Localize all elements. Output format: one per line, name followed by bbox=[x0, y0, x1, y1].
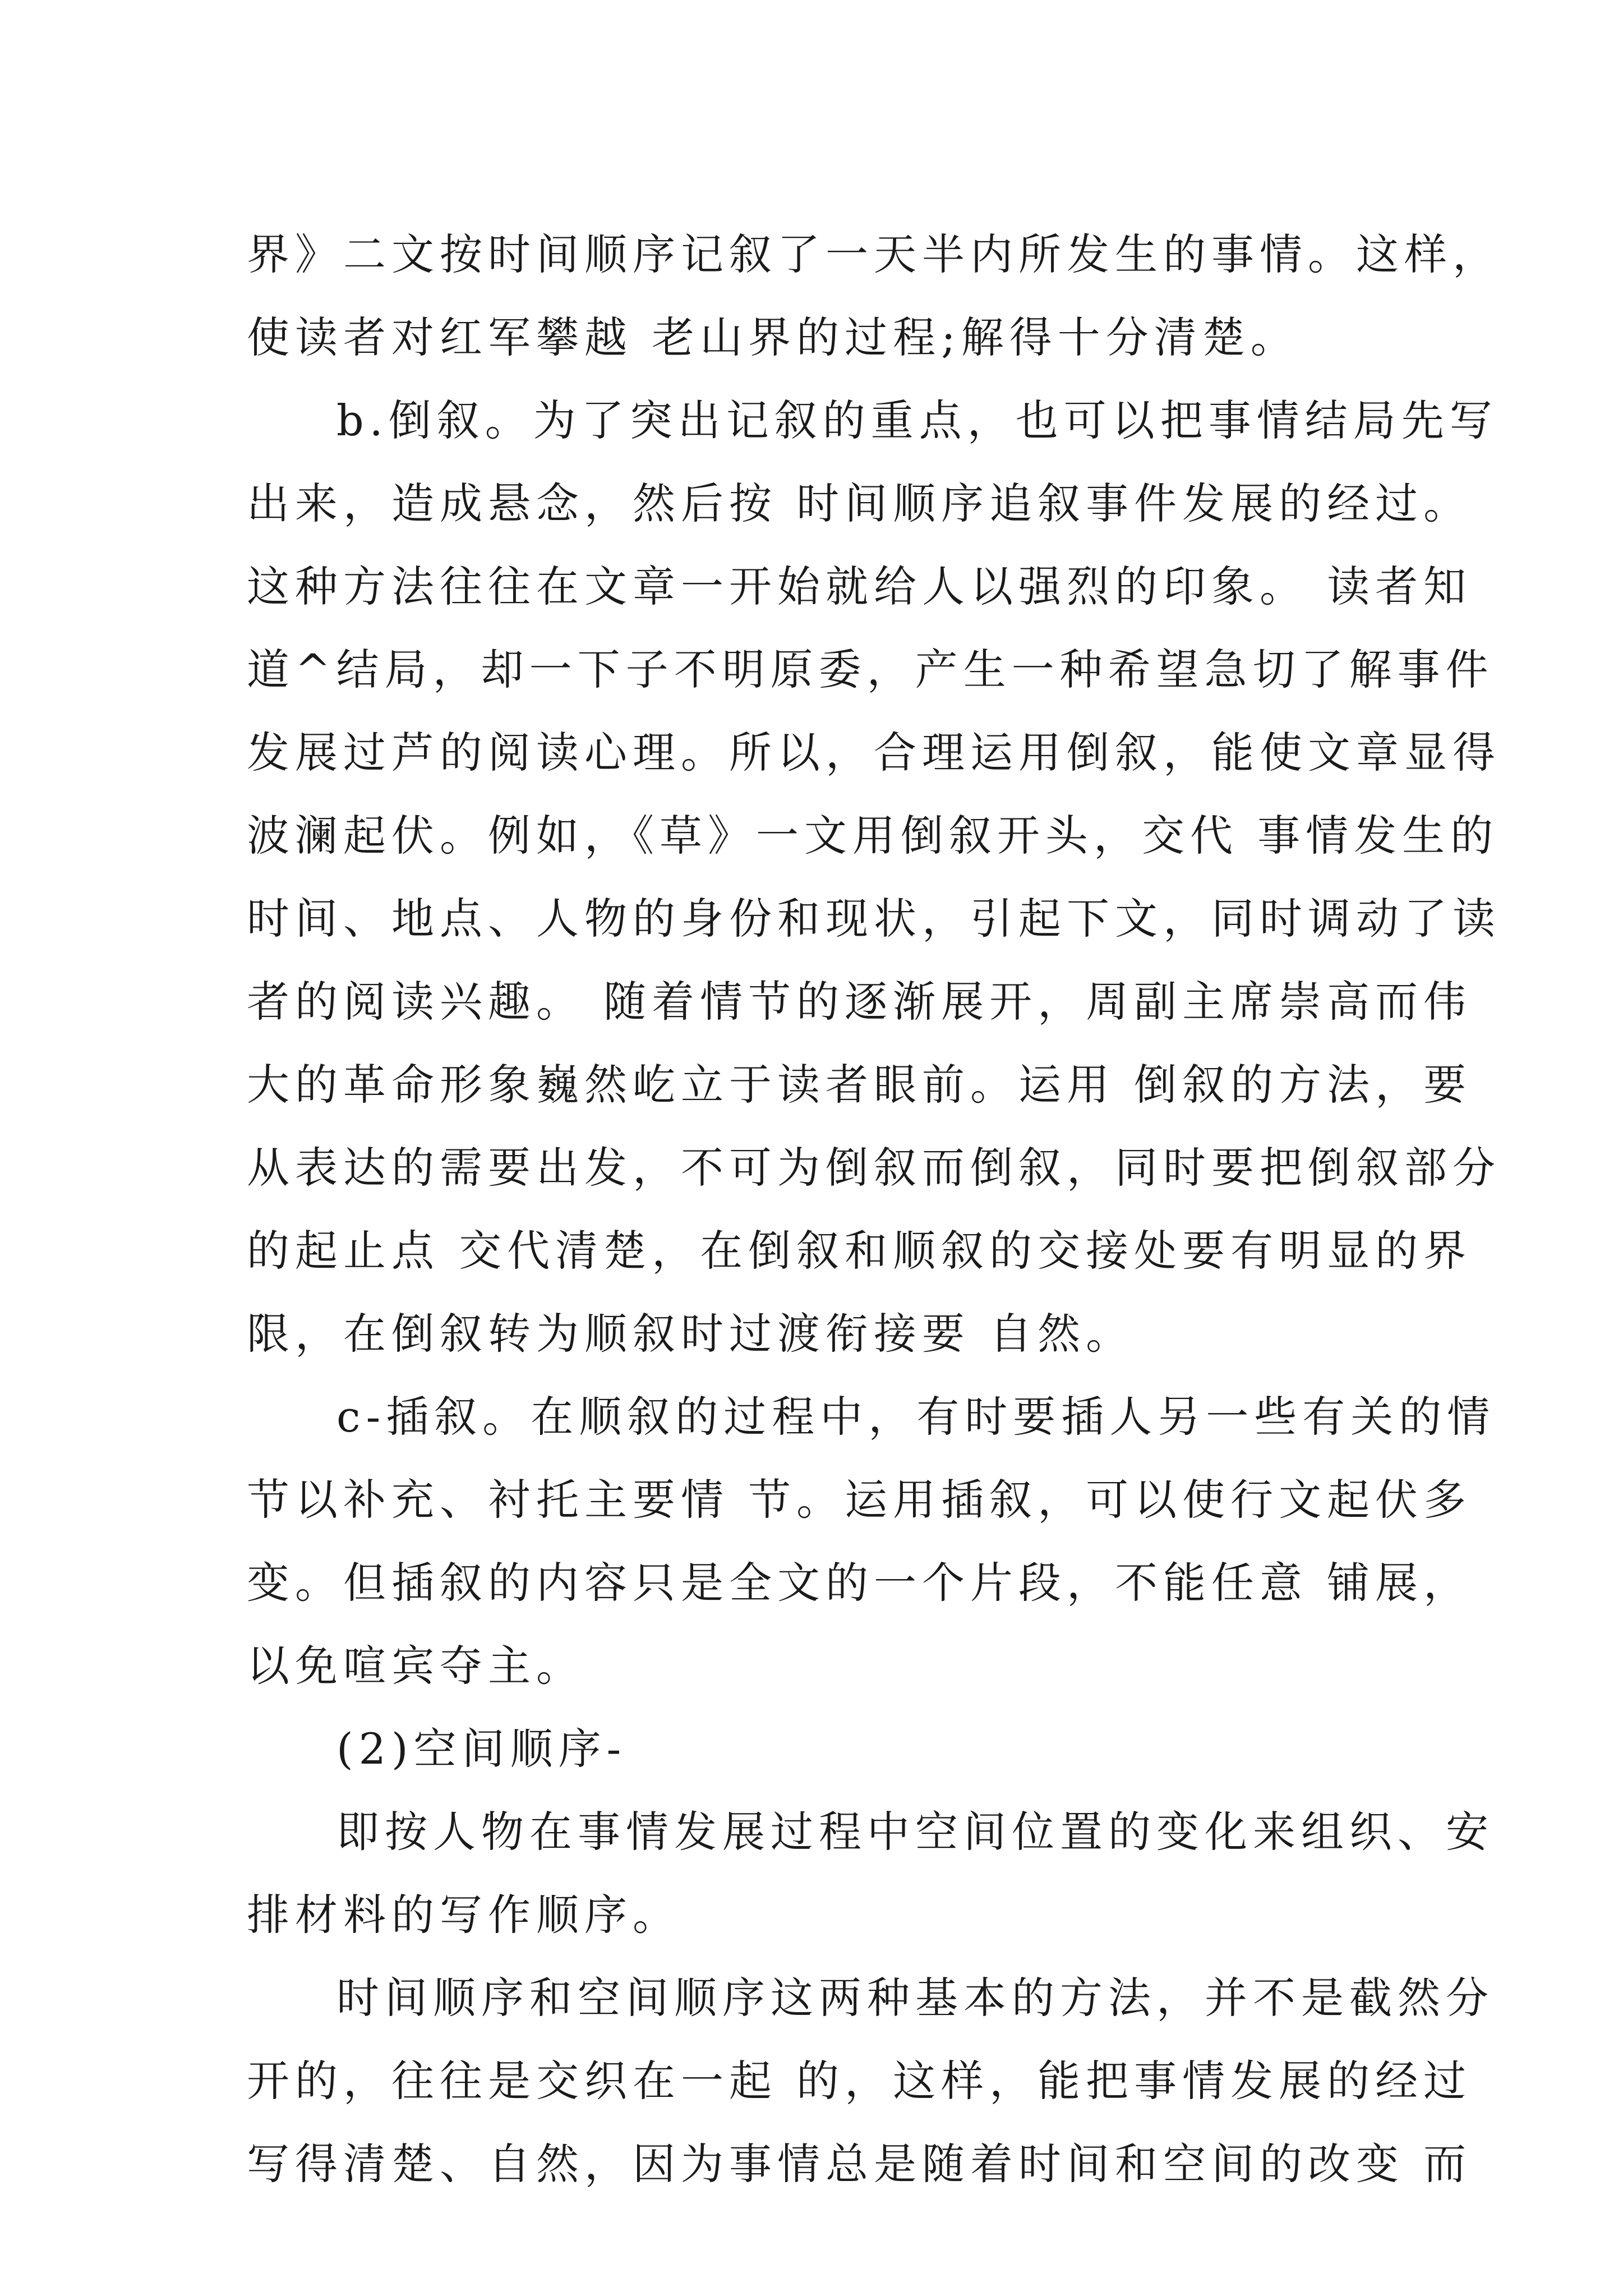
text-line: 波澜起伏。例如，《草》一文用倒叙开头，交代 事情发生的 bbox=[247, 811, 1499, 861]
text-line: 排材料的写作顺序。 bbox=[247, 1890, 681, 1940]
text-line: 者的阅读兴趣。 随着情节的逐渐展开，周副主席崇高而伟 bbox=[247, 977, 1472, 1027]
paragraph-start-line: c-插叙。在顺叙的过程中，有时要插人另一些有关的情 bbox=[336, 1392, 1496, 1442]
text-line: 界》二文按时间顺序记叙了一天半内所发生的事情。这样， bbox=[247, 229, 1501, 279]
text-line: 变。但插叙的内容只是全文的一个片段，不能任意 铺展， bbox=[247, 1558, 1472, 1608]
text-line: 发展过芦的阅读心理。所以，合理运用倒叙，能使文章显得 bbox=[247, 728, 1501, 777]
text-line: 大的革命形象巍然屹立于读者眼前。运用 倒叙的方法，要 bbox=[247, 1060, 1472, 1110]
text-line: 开的，往往是交织在一起 的，这样，能把事情发展的经过 bbox=[247, 2056, 1472, 2106]
section-heading: (2)空间顺序- bbox=[336, 1724, 627, 1774]
text-line: 时间、地点、人物的身份和现状，引起下文，同时调动了读 bbox=[247, 894, 1501, 944]
paragraph-start-line: 即按人物在事情发展过程中空间位置的变化来组织、安 bbox=[336, 1807, 1494, 1857]
text-line: 道^结局，却一下子不明原委，产生一种希望急切了解事件 bbox=[247, 645, 1494, 694]
paragraph-start-line: 时间顺序和空间顺序这两种基本的方法，并不是截然分 bbox=[336, 1973, 1494, 2023]
text-line: 写得清楚、自然，因为事情总是随着时间和空间的改变 而 bbox=[247, 2139, 1472, 2189]
text-line: 节以补充、衬托主要情 节。运用插叙，可以使行文起伏多 bbox=[247, 1475, 1472, 1525]
text-line: 的起止点 交代清楚，在倒叙和顺叙的交接处要有明显的界 bbox=[247, 1226, 1472, 1276]
text-line: 使读者对红军攀越 老山界的过程;解得十分清楚。 bbox=[247, 312, 1299, 362]
document-page bbox=[247, 213, 1501, 2206]
text-line: 出来，造成悬念，然后按 时间顺序追叙事件发展的经过。 bbox=[247, 478, 1472, 528]
text-line: 以免喧宾夺主。 bbox=[247, 1641, 584, 1691]
text-line: 从表达的需要出发，不可为倒叙而倒叙，同时要把倒叙部分 bbox=[247, 1143, 1501, 1193]
text-line: 限，在倒叙转为顺叙时过渡衔接要 自然。 bbox=[247, 1309, 1135, 1359]
text-line: 这种方法往往在文章一开始就给人以强烈的印象。 读者知 bbox=[247, 562, 1472, 611]
paragraph-start-line: b.倒叙。为了突出记叙的重点，也可以把事情结局先写 bbox=[336, 395, 1498, 445]
